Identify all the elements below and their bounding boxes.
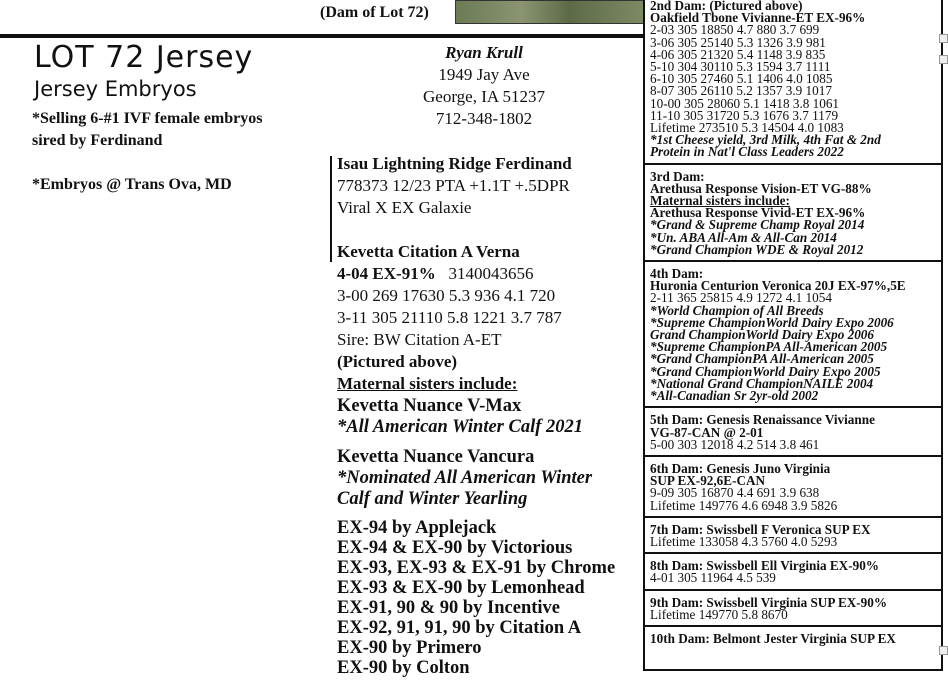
fourth-dam-note: Grand ChampionWorld Dairy Expo 2006: [650, 327, 874, 343]
ex-list-item: EX-93, EX-93 & EX-91 by Chrome: [337, 558, 616, 578]
record-row: 10-00 305 28060 5.1 1418 3.8 1061: [650, 95, 840, 111]
dam-of-lot-caption: (Dam of Lot 72): [320, 4, 429, 21]
seventh-dam-header: 7th Dam: Swissbell F Veronica SUP EX: [650, 521, 871, 537]
sixth-dam-header: 6th Dam: Genesis Juno Virginia: [650, 460, 831, 476]
dam-name: Kevetta Citation A Verna: [337, 242, 520, 261]
dam-score: 4-04 EX-91%: [337, 264, 436, 283]
dam-pictured-note: (Pictured above): [337, 352, 458, 371]
sixth-dam-record: 9-09 305 16870 4.4 691 3.9 638: [650, 485, 820, 501]
consignor-phone: 712-348-1802: [435, 109, 533, 128]
sister-2-note-2: Calf and Winter Yearling: [337, 489, 528, 509]
lot-subtitle: Jersey Embryos: [34, 77, 197, 101]
second-dam-name: Oakfield Tbone Vivianne-ET EX-96%: [650, 10, 866, 26]
ex-list-item: EX-92, 91, 91, 90 by Citation A: [337, 618, 582, 638]
fourth-dam-note: *Supreme ChampionWorld Dairy Expo 2006: [650, 314, 894, 330]
edge-marker: [939, 34, 948, 43]
third-dam-note: *Un. ABA All-Am & All-Can 2014: [650, 229, 837, 245]
sister-2-name: Kevetta Nuance Vancura: [337, 447, 535, 467]
ex-list-item: EX-93 & EX-90 by Lemonhead: [337, 578, 585, 598]
consignor-name: Ryan Krull: [445, 43, 523, 62]
sixth-dam-lifetime: Lifetime 149776 4.6 6948 3.9 5826: [650, 497, 838, 513]
consignor-address1: 1949 Jay Ave: [438, 65, 530, 84]
consignor-address2: George, IA 51237: [423, 87, 545, 106]
fourth-dam-note: *Grand ChampionWorld Dairy Expo 2005: [650, 363, 881, 379]
dam-history-box: [643, 0, 943, 671]
ex-list-item: EX-90 by Primero: [337, 638, 482, 658]
edge-marker: [939, 646, 948, 655]
dam-record-2: 3-11 305 21110 5.8 1221 3.7 787: [337, 308, 562, 327]
lot-note-location: *Embryos @ Trans Ova, MD: [32, 176, 232, 193]
consignor-block: [398, 42, 570, 130]
sire-info: 778373 12/23 PTA +1.1T +.5DPR: [337, 176, 570, 195]
ex-list-item: EX-94 by Applejack: [337, 518, 497, 538]
sister-1-note: *All American Winter Calf 2021: [337, 417, 584, 437]
sire-pedigree: Viral X EX Galaxie: [337, 198, 472, 217]
second-dam-note: *1st Cheese yield, 3rd Milk, 4th Fat & 2nd: [650, 132, 881, 148]
eighth-dam-record: 4-01 305 11964 4.5 539: [650, 570, 776, 586]
pedigree-bracket: [330, 156, 332, 262]
record-row: 2-03 305 18850 4.7 880 3.7 699: [650, 22, 820, 38]
fourth-dam-note: *Supreme ChampionPA All-American 2005: [650, 339, 888, 355]
fourth-dam-note: *National Grand ChampionNAILE 2004: [650, 375, 874, 391]
third-dam-note: *Grand Champion WDE & Royal 2012: [650, 241, 864, 257]
sixth-dam-score: SUP EX-92,6E-CAN: [650, 473, 766, 489]
fifth-dam-record: 5-00 303 12018 4.2 514 3.8 461: [650, 436, 820, 452]
record-row: 11-10 305 31720 5.3 1676 3.7 1179: [650, 107, 839, 123]
third-dam-sister: Arethusa Response Vivid-ET EX-96%: [650, 205, 866, 221]
record-row: 5-10 304 30110 5.3 1594 3.7 1111: [650, 59, 831, 75]
second-dam-header: 2nd Dam: (Pictured above): [650, 0, 803, 13]
fourth-dam-note: *World Champion of All Breeds: [650, 302, 824, 318]
fourth-dam-record: 2-11 365 25815 4.9 1272 4.1 1054: [650, 290, 832, 306]
seventh-dam-lifetime: Lifetime 133058 4.3 5760 4.0 5293: [650, 533, 838, 549]
record-row: 6-10 305 27460 5.1 1406 4.0 1085: [650, 71, 833, 87]
fourth-dam-header: 4th Dam:: [650, 266, 704, 282]
record-row: Lifetime 273510 5.3 14504 4.0 1083: [650, 120, 844, 136]
third-dam-maternal-header: Maternal sisters include:: [650, 193, 790, 209]
header-rule: [0, 34, 644, 38]
third-dam-header: 3rd Dam:: [650, 168, 705, 184]
edge-marker: [939, 55, 948, 64]
lot-title: LOT 72 Jersey: [34, 40, 254, 75]
dam-registration: 3140043656: [448, 264, 534, 283]
third-dam-name: Arethusa Response Vision-ET VG-88%: [650, 180, 872, 196]
record-row: 8-07 305 26110 5.2 1357 3.9 1017: [650, 83, 832, 99]
ex-list-item: EX-90 by Colton: [337, 658, 470, 678]
sister-2-note-1: *Nominated All American Winter: [337, 468, 593, 488]
lot-note-sire: sired by Ferdinand: [32, 132, 163, 149]
sister-1-name: Kevetta Nuance V-Max: [337, 396, 522, 416]
fourth-dam-note: *Grand ChampionPA All-American 2005: [650, 351, 874, 367]
record-row: 4-06 305 21320 5.4 1148 3.9 835: [650, 46, 826, 62]
dam-sire: Sire: BW Citation A-ET: [337, 330, 502, 349]
ex-list-item: EX-94 & EX-90 by Victorious: [337, 538, 573, 558]
ex-list-item: EX-91, 90 & 90 by Incentive: [337, 598, 561, 618]
fifth-dam-score: VG-87-CAN @ 2-01: [650, 424, 764, 440]
sire-name: Isau Lightning Ridge Ferdinand: [337, 154, 572, 173]
third-dam-note: *Grand & Supreme Champ Royal 2014: [650, 217, 865, 233]
pedigree-block: [337, 153, 615, 678]
lot-note-selling: *Selling 6-#1 IVF female embryos: [32, 110, 263, 127]
maternal-sisters-header: Maternal sisters include:: [337, 374, 518, 393]
record-row: 3-06 305 25140 5.3 1326 3.9 981: [650, 34, 826, 50]
page-edge-markers: [939, 26, 948, 671]
dam-record-1: 3-00 269 17630 5.3 936 4.1 720: [337, 286, 556, 305]
fourth-dam-note: *All-Canadian Sr 2yr-old 2002: [650, 388, 819, 404]
cow-photo-crop: [455, 0, 645, 24]
tenth-dam-header: 10th Dam: Belmont Jester Virginia SUP EX: [650, 630, 896, 646]
second-dam-note: Protein in Nat'l Class Leaders 2022: [650, 144, 844, 160]
fifth-dam-header: 5th Dam: Genesis Renaissance Vivianne: [650, 412, 875, 428]
fourth-dam-name: Huronia Centurion Veronica 20J EX-97%,5E: [650, 278, 906, 294]
eighth-dam-header: 8th Dam: Swissbell Ell Virginia EX-90%: [650, 558, 879, 574]
ninth-dam-lifetime: Lifetime 149770 5.8 8670: [650, 606, 788, 622]
ninth-dam-header: 9th Dam: Swissbell Virginia SUP EX-90%: [650, 594, 888, 610]
